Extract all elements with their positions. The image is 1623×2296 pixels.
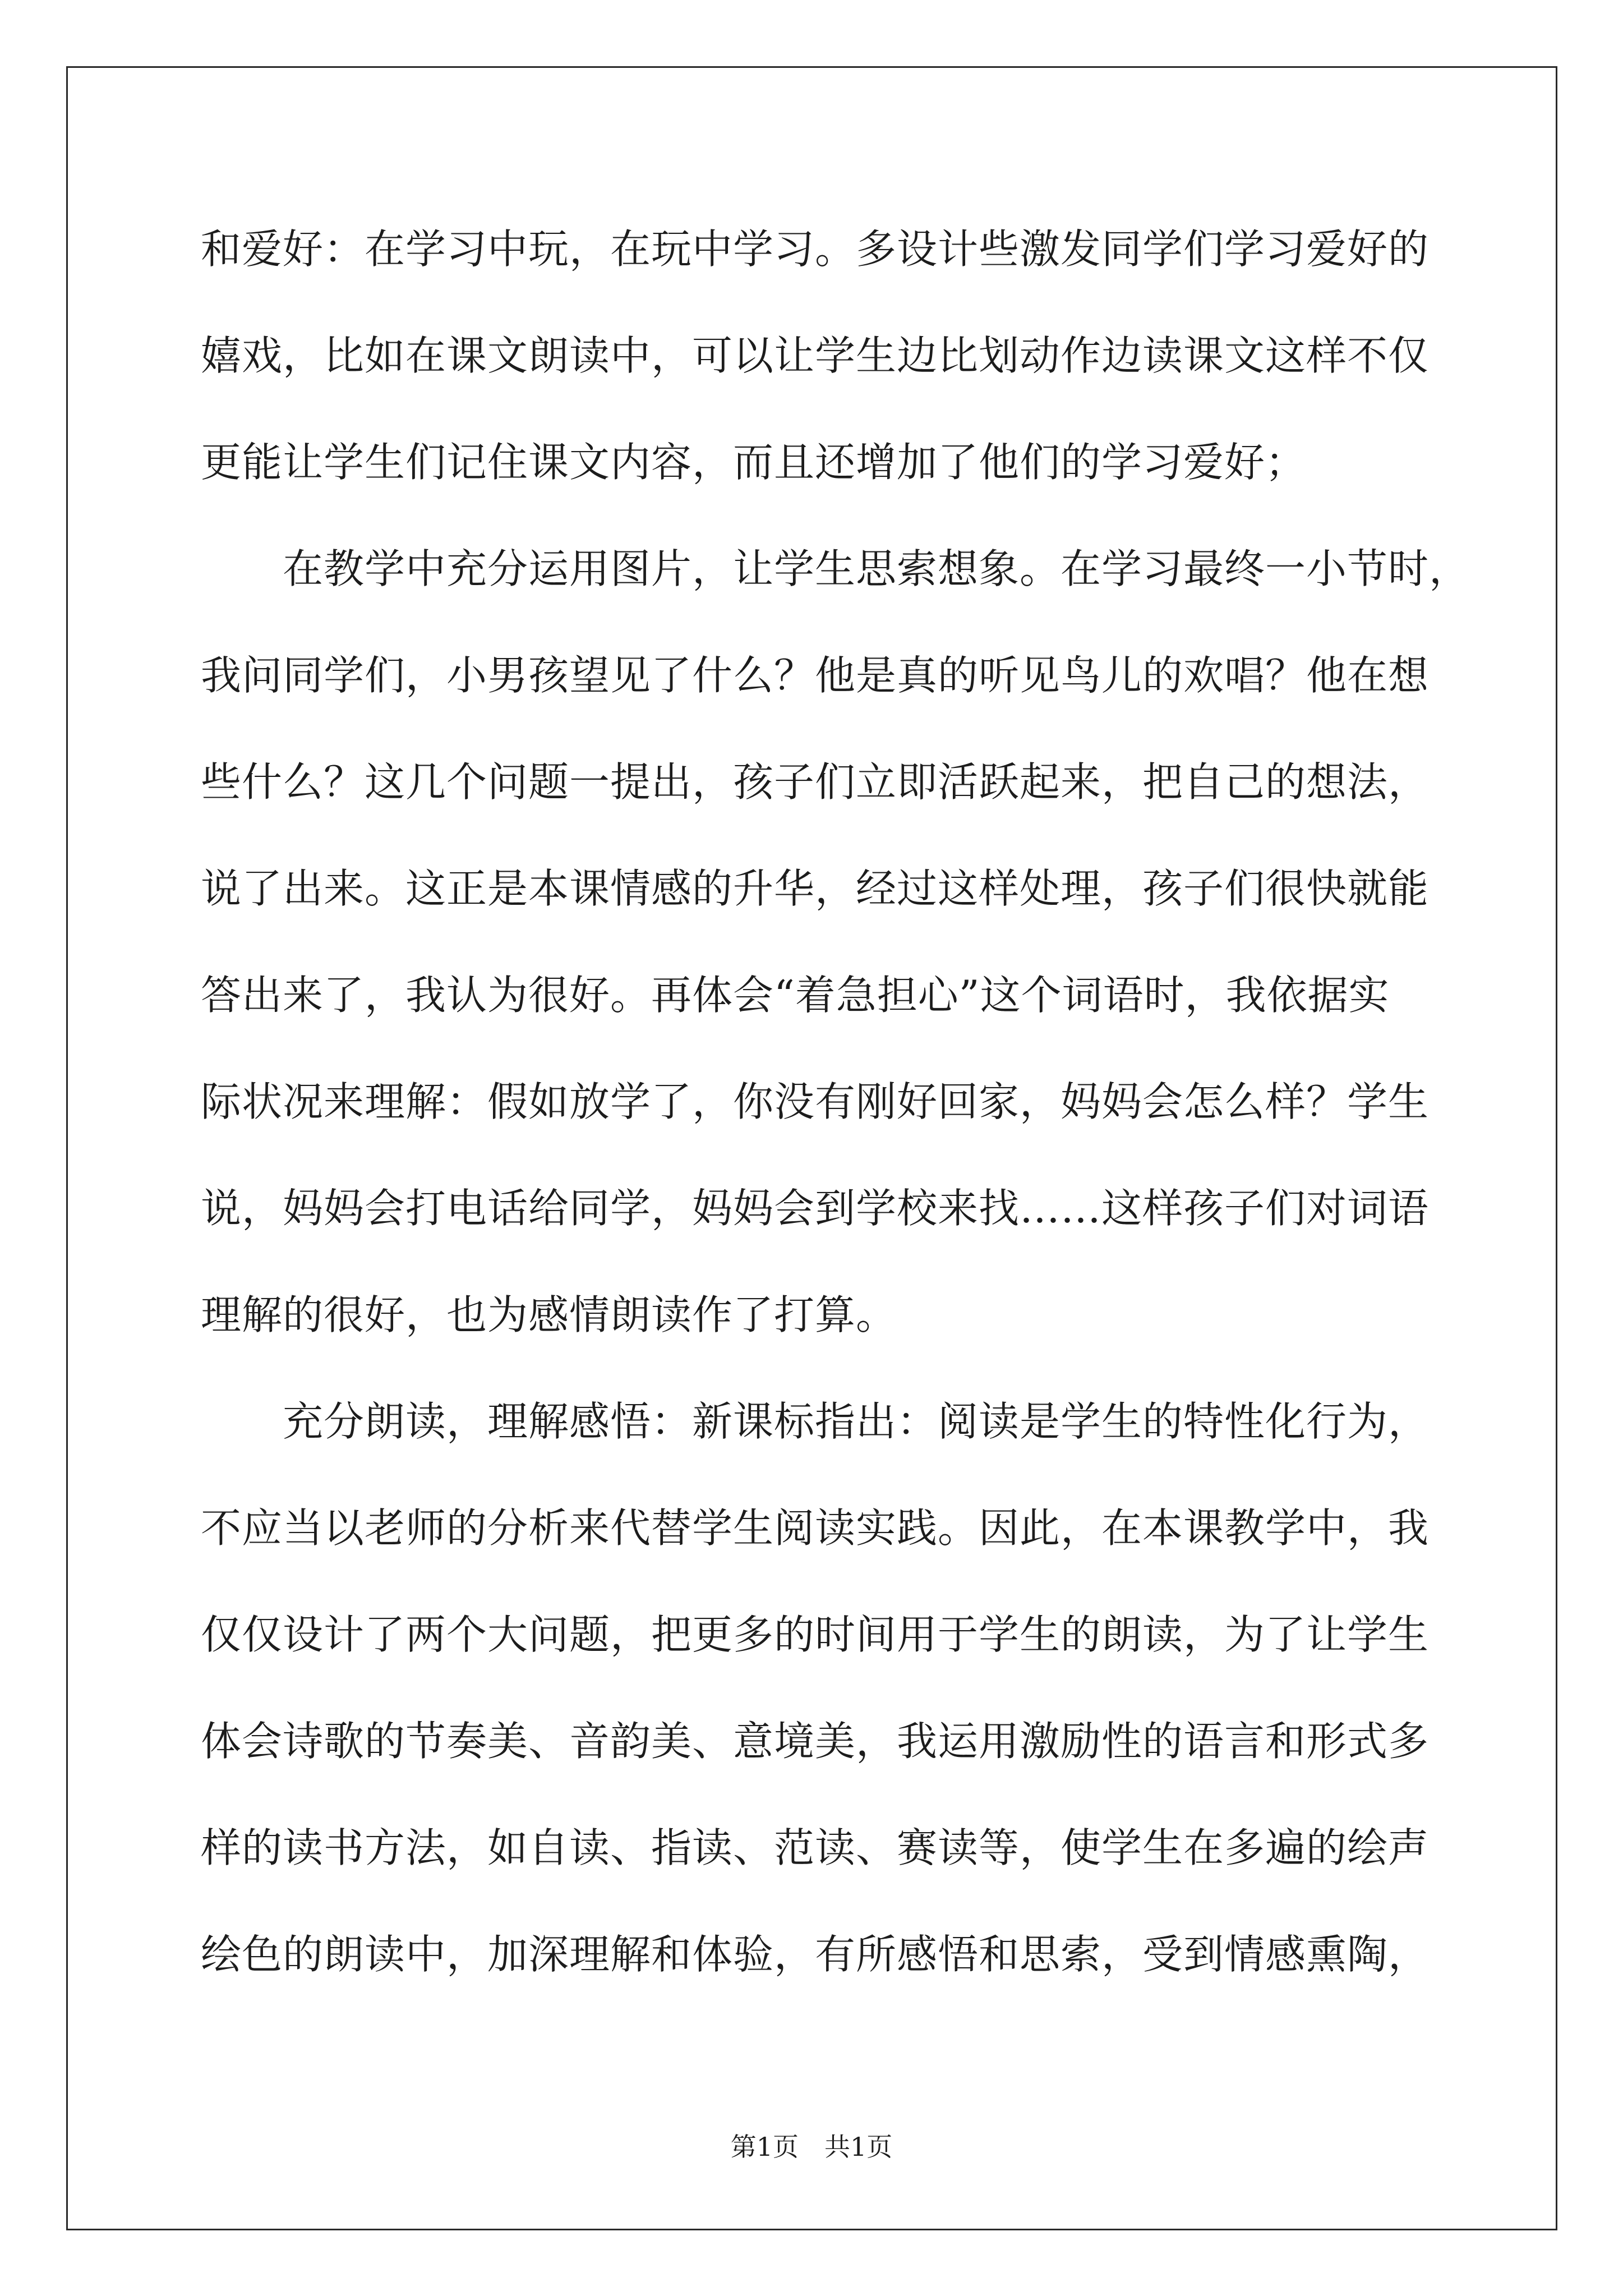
text-line: 我问同学们，小男孩望见了什么？他是真的听见鸟儿的欢唱？他在想 [201, 652, 1430, 699]
text-line: 说，妈妈会打电话给同学，妈妈会到学校来找……这样孩子们对词语 [201, 1185, 1430, 1232]
text-line: 仅仅设计了两个大问题，把更多的时间用于学生的朗读，为了让学生 [201, 1611, 1430, 1658]
text-line: 嬉戏，比如在课文朗读中，可以让学生边比划动作边读课文这样不仅 [201, 332, 1430, 379]
text-line: 体会诗歌的节奏美、音韵美、意境美，我运用激励性的语言和形式多 [201, 1718, 1430, 1765]
text-line: 样的读书方法，如自读、指读、范读、赛读等，使学生在多遍的绘声 [201, 1824, 1430, 1871]
text-line: 绘色的朗读中，加深理解和体验，有所感悟和思索，受到情感熏陶， [201, 1931, 1430, 1978]
text-line: 充分朗读，理解感悟：新课标指出：阅读是学生的特性化行为， [283, 1398, 1430, 1445]
text-line: 和爱好：在学习中玩，在玩中学习。多设计些激发同学们学习爱好的 [201, 226, 1430, 273]
paragraph [201, 516, 1491, 1368]
document-body [201, 196, 1491, 2008]
paragraph [201, 196, 1491, 516]
page-footer: 第1页 共1页 [730, 2132, 893, 2162]
text-line: 答出来了，我认为很好。再体会“着急担心”这个词语时，我依据实 [201, 972, 1390, 1019]
text-line: 些什么？这几个问题一提出，孩子们立即活跃起来，把自己的想法， [201, 758, 1430, 806]
text-line: 在教学中充分运用图片，让学生思索想象。在学习最终一小节时， [283, 545, 1470, 592]
text-line: 更能让学生们记住课文内容，而且还增加了他们的学习爱好； [201, 439, 1307, 486]
text-line: 际状况来理解：假如放学了，你没有刚好回家，妈妈会怎么样？学生 [201, 1078, 1430, 1125]
text-line: 理解的很好，也为感情朗读作了打算。 [201, 1291, 897, 1338]
paragraph [201, 1368, 1491, 2008]
text-line: 说了出来。这正是本课情感的升华，经过这样处理，孩子们很快就能 [201, 865, 1430, 912]
text-line: 不应当以老师的分析来代替学生阅读实践。因此，在本课教学中，我 [201, 1504, 1430, 1552]
